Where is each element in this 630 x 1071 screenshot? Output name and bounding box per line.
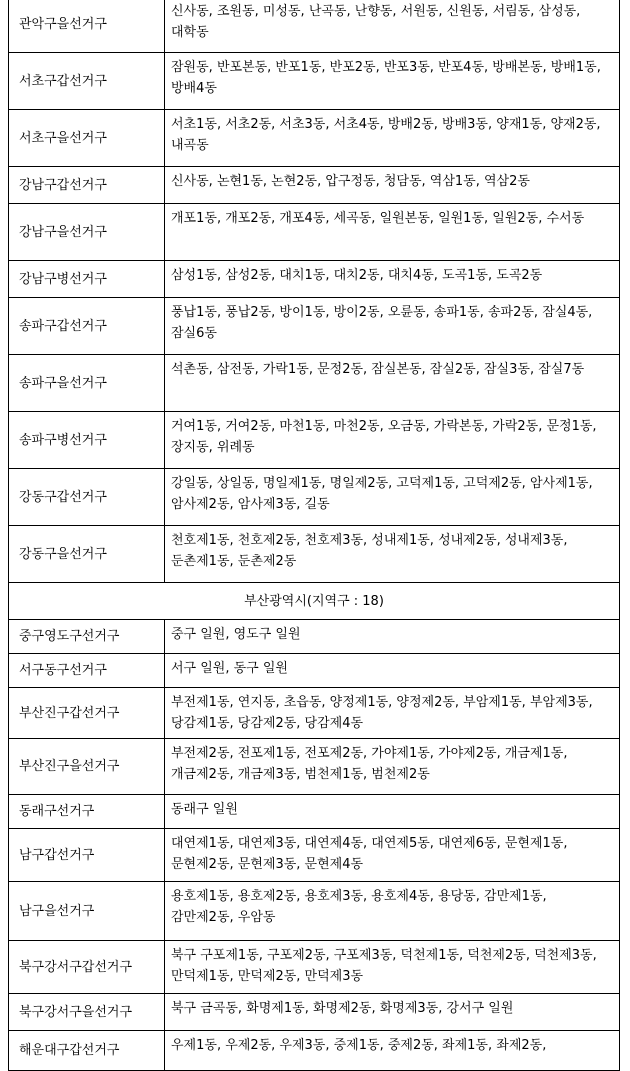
table-row [9,526,620,583]
electoral-district-table [8,0,620,1071]
district-dongs: 천호제1동, 천호제2동, 천호제3동, 성내제1동, 성내제2동, 성내제3동, 둔촌제1동, 둔촌제2동 [165,526,620,583]
district-dongs: 동래구 일원 [165,795,620,829]
document-page [8,0,620,1071]
district-name: 동래구선거구 [9,795,165,829]
table-row [9,941,620,994]
district-dongs: 석촌동, 삼전동, 가락1동, 문정2동, 잠실본동, 잠실2동, 잠실3동, 잠실7동 [165,355,620,412]
table-row [9,1031,620,1071]
table-row [9,688,620,739]
district-name: 관악구을선거구 [9,0,165,53]
section-header-row [9,583,620,620]
district-dongs: 강일동, 상일동, 명일제1동, 명일제2동, 고덕제1동, 고덕제2동, 암사제1동, 암사제2동, 암사제3동, 길동 [165,469,620,526]
table-body [9,0,620,1071]
district-name: 서초구갑선거구 [9,53,165,110]
district-name: 서구동구선거구 [9,654,165,688]
table-row [9,795,620,829]
district-dongs: 개포1동, 개포2동, 개포4동, 세곡동, 일원본동, 일원1동, 일원2동, 수서동 [165,204,620,261]
table-row [9,167,620,204]
district-name: 남구갑선거구 [9,829,165,882]
table-row [9,261,620,298]
district-dongs: 거여1동, 거여2동, 마천1동, 마천2동, 오금동, 가락본동, 가락2동, 문정1동, 장지동, 위례동 [165,412,620,469]
table-row [9,654,620,688]
table-row [9,882,620,941]
table-row [9,110,620,167]
district-name: 송파구병선거구 [9,412,165,469]
district-name: 강남구갑선거구 [9,167,165,204]
district-dongs: 삼성1동, 삼성2동, 대치1동, 대치2동, 대치4동, 도곡1동, 도곡2동 [165,261,620,298]
district-name: 북구강서구을선거구 [9,994,165,1031]
table-row [9,739,620,795]
table-row [9,829,620,882]
district-name: 북구강서구갑선거구 [9,941,165,994]
district-dongs: 대연제1동, 대연제3동, 대연제4동, 대연제5동, 대연제6동, 문현제1동, 문현제2동, 문현제3동, 문현제4동 [165,829,620,882]
table-row [9,204,620,261]
table-row [9,994,620,1031]
table-row [9,53,620,110]
table-row [9,0,620,53]
table-row [9,469,620,526]
district-name: 송파구갑선거구 [9,298,165,355]
district-dongs: 잠원동, 반포본동, 반포1동, 반포2동, 반포3동, 반포4동, 방배본동, 방배1동, 방배4동 [165,53,620,110]
district-name: 부산진구갑선거구 [9,688,165,739]
district-dongs: 서구 일원, 동구 일원 [165,654,620,688]
district-name: 강남구을선거구 [9,204,165,261]
district-dongs: 부전제1동, 연지동, 초읍동, 양정제1동, 양정제2동, 부암제1동, 부암제3동, 당감제1동, 당감제2동, 당감제4동 [165,688,620,739]
district-name: 남구을선거구 [9,882,165,941]
district-dongs: 북구 구포제1동, 구포제2동, 구포제3동, 덕천제1동, 덕천제2동, 덕천제3동, 만덕제1동, 만덕제2동, 만덕제3동 [165,941,620,994]
district-name: 강남구병선거구 [9,261,165,298]
district-dongs: 북구 금곡동, 화명제1동, 화명제2동, 화명제3동, 강서구 일원 [165,994,620,1031]
district-dongs: 부전제2동, 전포제1동, 전포제2동, 가야제1동, 가야제2동, 개금제1동, 개금제2동, 개금제3동, 범천제1동, 범천제2동 [165,739,620,795]
district-dongs: 풍납1동, 풍납2동, 방이1동, 방이2동, 오륜동, 송파1동, 송파2동, 잠실4동, 잠실6동 [165,298,620,355]
district-dongs: 용호제1동, 용호제2동, 용호제3동, 용호제4동, 용당동, 감만제1동, 감만제2동, 우암동 [165,882,620,941]
district-name: 부산진구을선거구 [9,739,165,795]
table-row [9,298,620,355]
district-name: 강동구갑선거구 [9,469,165,526]
district-dongs: 신사동, 논현1동, 논현2동, 압구정동, 청담동, 역삼1동, 역삼2동 [165,167,620,204]
district-dongs: 중구 일원, 영도구 일원 [165,620,620,654]
district-name: 강동구을선거구 [9,526,165,583]
table-row [9,412,620,469]
district-dongs: 서초1동, 서초2동, 서초3동, 서초4동, 방배2동, 방배3동, 양재1동, 양재2동, 내곡동 [165,110,620,167]
district-dongs: 신사동, 조원동, 미성동, 난곡동, 난향동, 서원동, 신원동, 서림동, 삼성동, 대학동 [165,0,620,53]
district-name: 중구영도구선거구 [9,620,165,654]
district-name: 해운대구갑선거구 [9,1031,165,1071]
district-name: 송파구을선거구 [9,355,165,412]
district-dongs: 우제1동, 우제2동, 우제3동, 중제1동, 중제2동, 좌제1동, 좌제2동, [165,1031,620,1071]
section-title: 부산광역시(지역구 : 18) [9,583,620,620]
table-row [9,355,620,412]
district-name: 서초구을선거구 [9,110,165,167]
table-row [9,620,620,654]
